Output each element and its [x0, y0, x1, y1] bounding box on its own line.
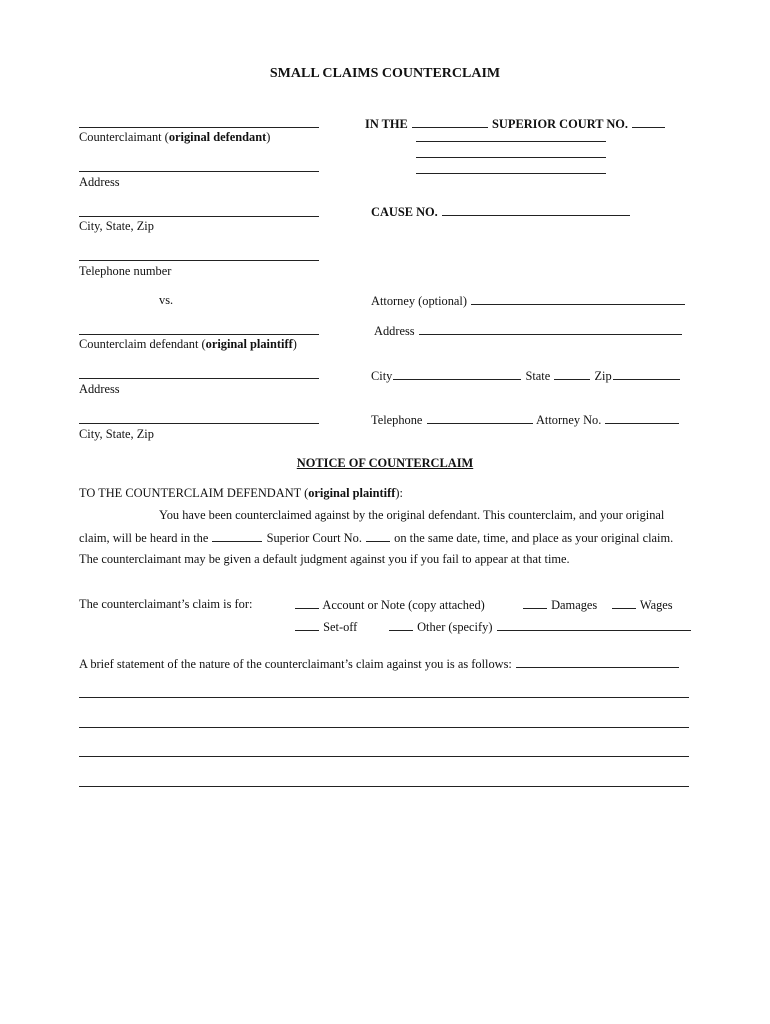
counterclaimant-phone-line[interactable] [79, 260, 319, 261]
statement-line-4[interactable] [79, 786, 689, 787]
court-extra-line-1[interactable] [416, 141, 606, 142]
claim-wages-option: Wages [611, 597, 673, 612]
court-line: IN THE SUPERIOR COURT NO. [365, 116, 666, 131]
counterclaimant-city-label: City, State, Zip [79, 219, 154, 233]
statement-line-3[interactable] [79, 756, 689, 757]
other-check-blank[interactable] [389, 619, 413, 631]
notice-to-line: TO THE COUNTERCLAIM DEFENDANT (original plaintiff): [79, 486, 403, 500]
attorney-address-blank[interactable] [419, 323, 682, 335]
defendant-city-label: City, State, Zip [79, 427, 154, 441]
cause-number-line: CAUSE NO. [371, 204, 631, 219]
setoff-check-blank[interactable] [295, 619, 319, 631]
counterclaimant-address-label: Address [79, 175, 120, 189]
counterclaimant-label: Counterclaimant (original defendant) [79, 130, 271, 144]
defendant-name-line[interactable] [79, 334, 319, 335]
state-blank[interactable] [554, 368, 590, 380]
court-extra-line-3[interactable] [416, 173, 606, 174]
cause-number-blank[interactable] [442, 204, 630, 216]
versus-label: vs. [159, 293, 174, 307]
statement-line-1[interactable] [79, 697, 689, 698]
page-title: SMALL CLAIMS COUNTERCLAIM [269, 66, 501, 81]
telephone-blank[interactable] [427, 412, 533, 424]
other-specify-blank[interactable] [497, 619, 691, 631]
notice-court-blank[interactable] [212, 530, 262, 542]
court-extra-line-2[interactable] [416, 157, 606, 158]
attorney-address-line: Address [374, 323, 683, 338]
claim-damages-option: Damages [522, 597, 597, 612]
notice-paragraph-line-2: claim, will be heard in the Superior Court No. on the same date, time, and place as your original claim. [79, 531, 674, 545]
account-check-blank[interactable] [295, 597, 319, 609]
counterclaimant-name-line[interactable] [79, 127, 319, 128]
notice-paragraph-line-1: You have been counterclaimed against by the original defendant. This counterclaim, and your original [159, 508, 665, 522]
attorney-city-line: City State Zip [371, 368, 681, 383]
attorney-number-blank[interactable] [605, 412, 679, 424]
attorney-blank[interactable] [471, 293, 685, 305]
attorney-phone-line: Telephone Attorney No. [371, 412, 680, 427]
court-name-blank[interactable] [412, 116, 488, 128]
zip-blank[interactable] [613, 368, 680, 380]
notice-heading: NOTICE OF COUNTERCLAIM [296, 456, 474, 470]
statement-line-2[interactable] [79, 727, 689, 728]
city-blank[interactable] [393, 368, 521, 380]
statement-label: A brief statement of the nature of the counterclaimant’s claim against you is as follows: [79, 656, 680, 671]
defendant-address-label: Address [79, 382, 120, 396]
claim-setoff-option: Set-off [294, 619, 357, 634]
counterclaimant-city-line[interactable] [79, 216, 319, 217]
notice-court-number-blank[interactable] [366, 530, 390, 542]
wages-check-blank[interactable] [612, 597, 636, 609]
statement-first-blank[interactable] [516, 656, 679, 668]
claim-other-option: Other (specify) [388, 619, 692, 634]
counterclaimant-address-line[interactable] [79, 171, 319, 172]
attorney-line: Attorney (optional) [371, 293, 686, 308]
counterclaimant-phone-label: Telephone number [79, 264, 172, 278]
defendant-label: Counterclaim defendant (original plaintiff) [79, 337, 297, 351]
court-number-blank[interactable] [632, 116, 665, 128]
claim-account-option: Account or Note (copy attached) [294, 597, 485, 612]
damages-check-blank[interactable] [523, 597, 547, 609]
claim-type-label: The counterclaimant’s claim is for: [79, 597, 253, 611]
defendant-address-line[interactable] [79, 378, 319, 379]
notice-paragraph-line-3: The counterclaimant may be given a default judgment against you if you fail to appear at that time. [79, 552, 570, 566]
defendant-city-line[interactable] [79, 423, 319, 424]
